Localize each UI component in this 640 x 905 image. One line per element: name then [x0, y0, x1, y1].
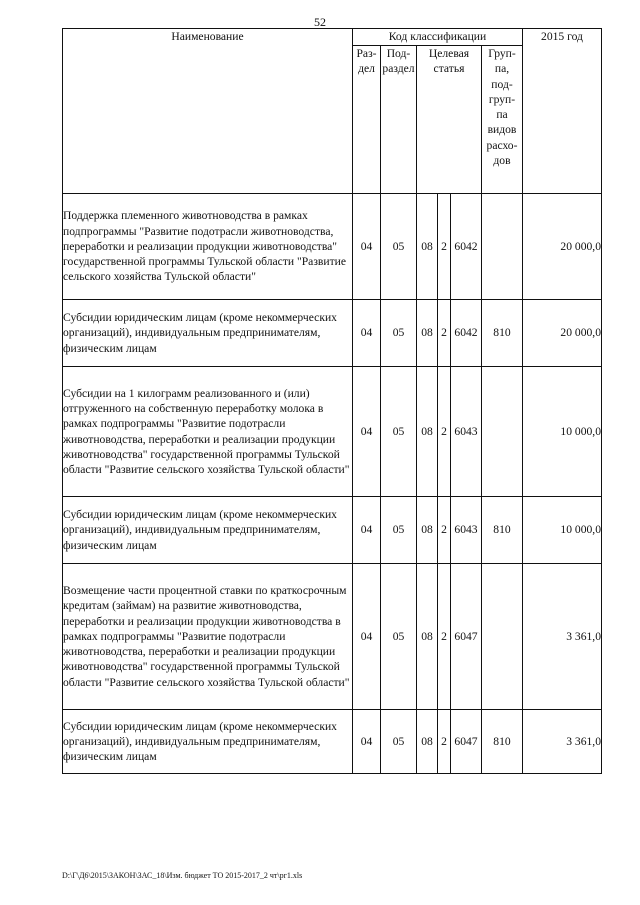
row-target-subprogram: 2	[438, 564, 451, 710]
page-number: 52	[314, 15, 326, 29]
row-amount: 3 361,0	[523, 564, 602, 710]
header-name: Наименование	[63, 29, 353, 194]
row-subsection: 05	[381, 564, 417, 710]
row-target-code: 6047	[451, 564, 482, 710]
row-expense-group	[482, 564, 523, 710]
row-name: Субсидии на 1 килограмм реализованного и (или) отгруженного на собственную переработку молока в рамках подпрограммы "Развитие подотрасли животноводства, переработки и реализации продукции животноводства" государственной программы Тульской области "Развитие сельского хозяйства Тульской области"	[63, 367, 353, 497]
row-expense-group: 810	[482, 497, 523, 564]
file-path-footer: D:\Г\Д6\2015\ЗАКОН\ЗАС_18\Изм. бюджет ТО 2015-2017_2 чт\рг1.xls	[62, 871, 303, 880]
row-target-program: 08	[417, 710, 438, 774]
row-target-program: 08	[417, 564, 438, 710]
row-amount: 10 000,0	[523, 497, 602, 564]
row-section: 04	[353, 300, 381, 367]
table-row	[63, 564, 602, 710]
row-name: Субсидии юридическим лицам (кроме некоммерческих организаций), индивидуальным предпринимателям, физическим лицам	[63, 300, 353, 367]
row-name: Возмещение части процентной ставки по краткосрочным кредитам (займам) на развитие животноводства, переработки и реализации продукции животноводства в рамках подпрограммы "Развитие подотрасли животноводства, переработки и реализации продукции животноводства" государственной программы Тульской области "Развитие сельского хозяйства Тульской области"	[63, 564, 353, 710]
row-target-code: 6043	[451, 497, 482, 564]
row-name: Поддержка племенного животноводства в рамках подпрограммы "Развитие подотрасли животноводства, переработки и реализации продукции животноводства" государственной программы Тульской области "Развитие сельского хозяйства Тульской области"	[63, 194, 353, 300]
row-expense-group	[482, 194, 523, 300]
row-target-subprogram: 2	[438, 497, 451, 564]
row-target-program: 08	[417, 194, 438, 300]
header-section: Раз- дел	[353, 46, 381, 194]
row-target-program: 08	[417, 367, 438, 497]
row-section: 04	[353, 710, 381, 774]
table-row	[63, 300, 602, 367]
table-row	[63, 194, 602, 300]
row-amount: 3 361,0	[523, 710, 602, 774]
header-classification: Код классификации	[353, 29, 523, 46]
row-expense-group: 810	[482, 300, 523, 367]
row-subsection: 05	[381, 367, 417, 497]
budget-table	[62, 28, 602, 774]
row-subsection: 05	[381, 194, 417, 300]
row-expense-group	[482, 367, 523, 497]
row-target-subprogram: 2	[438, 300, 451, 367]
header-target-article: Целевая статья	[417, 46, 482, 194]
row-amount: 20 000,0	[523, 194, 602, 300]
row-target-subprogram: 2	[438, 710, 451, 774]
row-expense-group: 810	[482, 710, 523, 774]
row-name: Субсидии юридическим лицам (кроме некоммерческих организаций), индивидуальным предпринимателям, физическим лицам	[63, 710, 353, 774]
row-target-program: 08	[417, 300, 438, 367]
table-row	[63, 497, 602, 564]
row-amount: 20 000,0	[523, 300, 602, 367]
header-year: 2015 год	[523, 29, 602, 194]
row-section: 04	[353, 564, 381, 710]
row-target-code: 6047	[451, 710, 482, 774]
row-amount: 10 000,0	[523, 367, 602, 497]
row-section: 04	[353, 497, 381, 564]
row-subsection: 05	[381, 710, 417, 774]
row-target-code: 6043	[451, 367, 482, 497]
row-name: Субсидии юридическим лицам (кроме некоммерческих организаций), индивидуальным предпринимателям, физическим лицам	[63, 497, 353, 564]
row-target-code: 6042	[451, 300, 482, 367]
table-row	[63, 710, 602, 774]
row-target-subprogram: 2	[438, 367, 451, 497]
table-row	[63, 367, 602, 497]
header-expense-group: Груп- па, под- груп- па видов расхо- дов	[482, 46, 523, 194]
row-target-code: 6042	[451, 194, 482, 300]
row-target-program: 08	[417, 497, 438, 564]
row-section: 04	[353, 194, 381, 300]
row-section: 04	[353, 367, 381, 497]
header-subsection: Под- раздел	[381, 46, 417, 194]
row-subsection: 05	[381, 497, 417, 564]
row-target-subprogram: 2	[438, 194, 451, 300]
row-subsection: 05	[381, 300, 417, 367]
